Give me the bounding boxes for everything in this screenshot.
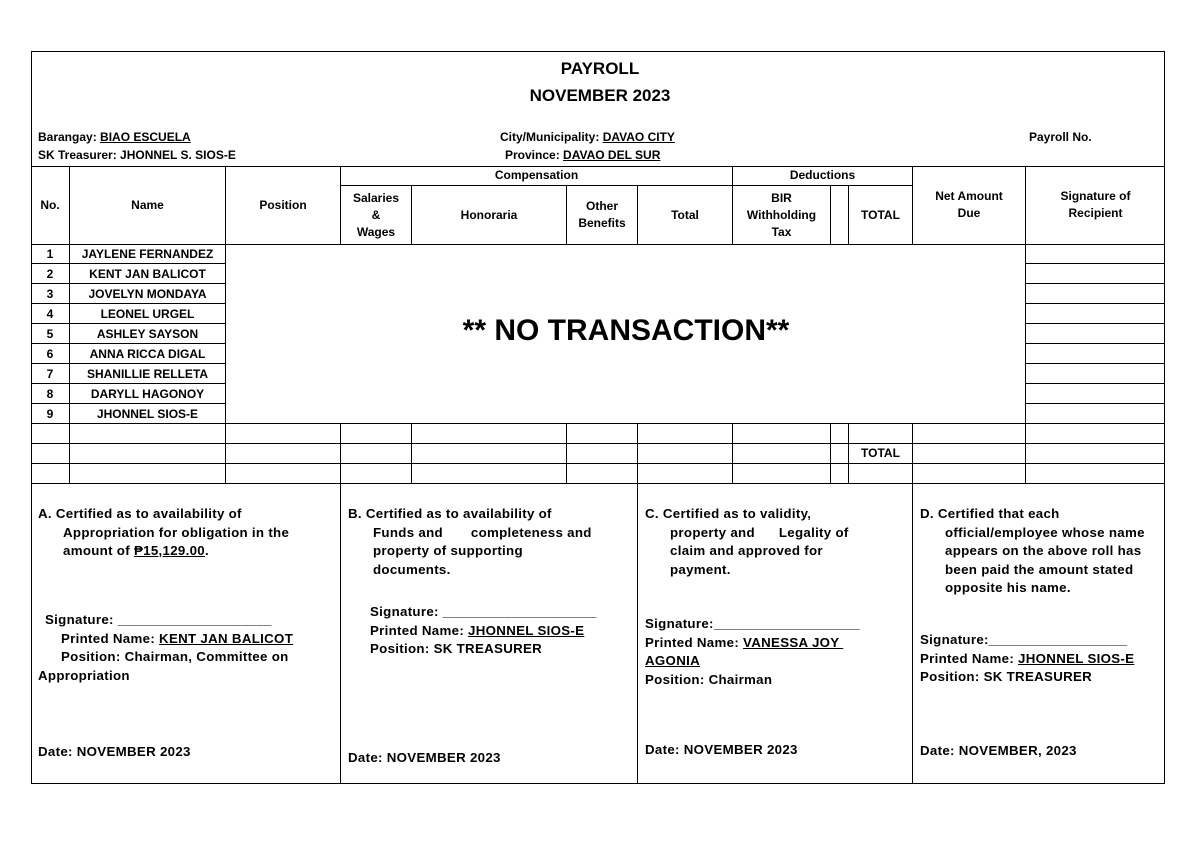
grid-line bbox=[31, 443, 1165, 444]
col-bir-line3: Tax bbox=[771, 224, 792, 239]
cert-a-date: Date: NOVEMBER 2023 bbox=[38, 744, 191, 759]
cert-b-date: Date: NOVEMBER 2023 bbox=[348, 750, 501, 765]
barangay-value: BIAO ESCUELA bbox=[100, 130, 191, 144]
cert-d-date: Date: NOVEMBER, 2023 bbox=[920, 743, 1077, 758]
cert-a-period: . bbox=[205, 543, 209, 558]
row-number: 9 bbox=[46, 407, 54, 421]
employee-name: ASHLEY SAYSON bbox=[96, 327, 199, 341]
grid-line bbox=[340, 423, 341, 784]
employee-name: DARYLL HAGONOY bbox=[90, 387, 205, 401]
barangay-label: Barangay: bbox=[38, 130, 97, 144]
cert-b-printed-name bbox=[348, 622, 633, 641]
col-no-header: No. bbox=[40, 197, 60, 212]
province-label: Province: bbox=[505, 148, 560, 162]
employee-name: KENT JAN BALICOT bbox=[89, 267, 206, 281]
employee-name: JAYLENE FERNANDEZ bbox=[81, 247, 214, 261]
cert-c-printed-name bbox=[645, 634, 910, 653]
row-number: 8 bbox=[46, 387, 54, 401]
cert-a-printed-name bbox=[38, 630, 338, 649]
row-number: 3 bbox=[46, 287, 54, 301]
total-label: TOTAL bbox=[861, 446, 900, 460]
employee-name: JHONNEL SIOS-E bbox=[96, 407, 199, 421]
employee-name: SHANILLIE RELLETA bbox=[86, 367, 209, 381]
treasurer-label: SK Treasurer: bbox=[38, 148, 117, 162]
grid-line bbox=[830, 185, 831, 244]
grid-line bbox=[1025, 403, 1165, 404]
cert-a-position-line2: Appropriation bbox=[38, 667, 130, 683]
deductions-group-header: Deductions bbox=[789, 168, 856, 182]
col-bir-header bbox=[733, 186, 830, 244]
treasurer-value: JHONNEL S. SIOS-E bbox=[120, 148, 236, 162]
cert-a-line3 bbox=[38, 542, 338, 561]
col-bir-line1: BIR bbox=[771, 190, 792, 205]
cert-b-printed-label: Printed Name: bbox=[370, 622, 465, 638]
grid-line bbox=[637, 423, 638, 784]
cert-d-line3: appears on the above roll has bbox=[945, 543, 1142, 558]
cert-c-signature-block bbox=[645, 615, 910, 689]
province-value: DAVAO DEL SUR bbox=[563, 148, 661, 162]
col-other-line2: Benefits bbox=[578, 216, 626, 230]
grid-line bbox=[830, 423, 831, 483]
cert-c-printed-value2: AGONIA bbox=[645, 653, 700, 668]
col-salaries-line1: Salaries bbox=[352, 190, 400, 205]
col-name-header: Name bbox=[131, 197, 164, 212]
col-other-line1: Other bbox=[585, 199, 618, 213]
grid-line bbox=[732, 423, 733, 483]
cert-c bbox=[645, 505, 910, 579]
employee-name: ANNA RICCA DIGAL bbox=[89, 347, 206, 361]
col-other-benefits-header bbox=[567, 186, 637, 244]
col-sig-line1: Signature of bbox=[1060, 189, 1131, 203]
city-label: City/Municipality: bbox=[500, 130, 600, 144]
cert-c-date: Date: NOVEMBER 2023 bbox=[645, 742, 798, 757]
col-net-amount-header bbox=[913, 166, 1025, 244]
grid-line bbox=[31, 483, 1165, 484]
col-net-line1: Net Amount bbox=[935, 189, 1003, 203]
cert-c-printed-value1: VANESSA JOY bbox=[743, 634, 844, 650]
cert-a-position-line1: Position: Chairman, Committee on bbox=[61, 649, 289, 664]
cert-a-signature-block bbox=[38, 611, 338, 685]
grid-line bbox=[1025, 383, 1165, 384]
grid-line bbox=[1025, 363, 1165, 364]
col-bir-line2: Withholding bbox=[746, 207, 817, 222]
grid-line bbox=[566, 423, 567, 483]
cert-c-line3: claim and approved for bbox=[670, 543, 823, 558]
cert-d-line1: D. Certified that each bbox=[920, 506, 1060, 521]
cert-b-line1: B. Certified as to availability of bbox=[348, 506, 552, 521]
cert-a-printed-label: Printed Name: bbox=[61, 630, 156, 646]
row-number: 7 bbox=[46, 367, 54, 381]
col-total-header: Total bbox=[671, 207, 699, 222]
grid-line bbox=[411, 423, 412, 483]
cert-a-line1: A. Certified as to availability of bbox=[38, 506, 242, 521]
col-salaries-line3: Wages bbox=[356, 224, 396, 239]
cert-c-line4: payment. bbox=[670, 561, 731, 577]
cert-b-signature-line: Signature: ____________________ bbox=[370, 604, 597, 619]
cert-a-signature-line: Signature: ____________________ bbox=[45, 612, 272, 627]
cert-a bbox=[38, 505, 338, 561]
city-line bbox=[500, 130, 675, 144]
col-sig-line2: Recipient bbox=[1068, 206, 1123, 220]
row-number: 6 bbox=[46, 347, 54, 361]
city-value: DAVAO CITY bbox=[602, 130, 675, 144]
treasurer-line bbox=[38, 148, 236, 162]
cert-c-position: Position: Chairman bbox=[645, 671, 773, 687]
col-salaries-header bbox=[341, 186, 411, 244]
employee-name: LEONEL URGEL bbox=[100, 307, 195, 321]
row-number: 1 bbox=[46, 247, 54, 261]
barangay-line bbox=[38, 130, 191, 144]
payroll-title: PAYROLL bbox=[560, 59, 640, 78]
cert-b-signature-block bbox=[348, 603, 633, 659]
cert-d-line4: been paid the amount stated bbox=[945, 561, 1134, 577]
col-signature-header bbox=[1026, 166, 1165, 244]
cert-b bbox=[348, 505, 633, 579]
cert-d-printed-value: JHONNEL SIOS-E bbox=[1018, 650, 1135, 666]
cert-d bbox=[920, 505, 1164, 598]
cert-b-position: Position: SK TREASURER bbox=[370, 641, 543, 656]
cert-d-signature-block bbox=[920, 631, 1164, 687]
grid-line bbox=[1025, 343, 1165, 344]
cert-c-printed-label: Printed Name: bbox=[645, 634, 740, 650]
cert-d-line2: official/employee whose name bbox=[945, 524, 1145, 540]
cert-b-line3: property of supporting bbox=[373, 543, 523, 558]
col-deductions-total-header: TOTAL bbox=[861, 207, 900, 222]
cert-b-line2: Funds and completeness and bbox=[373, 524, 592, 540]
grid-line bbox=[1025, 263, 1165, 264]
payroll-period: NOVEMBER 2023 bbox=[529, 86, 671, 105]
row-number: 2 bbox=[46, 267, 54, 281]
cert-d-signature-line: Signature:__________________ bbox=[920, 632, 1128, 647]
col-position-header: Position bbox=[259, 197, 307, 212]
col-net-line2: Due bbox=[957, 206, 981, 220]
cert-d-line5: opposite his name. bbox=[945, 580, 1071, 595]
grid-line bbox=[31, 463, 1165, 464]
cert-a-printed-value: KENT JAN BALICOT bbox=[159, 630, 294, 646]
employee-name: JOVELYN MONDAYA bbox=[88, 287, 207, 301]
province-line bbox=[505, 148, 660, 162]
cert-b-line4: documents. bbox=[373, 561, 451, 577]
col-salaries-line2: & bbox=[371, 207, 381, 222]
row-number: 5 bbox=[46, 327, 54, 341]
cert-c-line2: property and Legality of bbox=[670, 524, 849, 540]
cert-c-signature-line: Signature:___________________ bbox=[645, 616, 860, 631]
col-honoraria-header: Honoraria bbox=[460, 207, 518, 222]
cert-a-line2: Appropriation for obligation in the bbox=[63, 524, 290, 540]
grid-line bbox=[1025, 283, 1165, 284]
no-transaction-banner: ** NO TRANSACTION** bbox=[462, 314, 790, 347]
cert-c-line1: C. Certified as to validity, bbox=[645, 506, 812, 521]
grid-line bbox=[912, 423, 913, 784]
cert-d-printed-name bbox=[920, 650, 1164, 669]
row-number: 4 bbox=[46, 307, 54, 321]
grid-line bbox=[1025, 303, 1165, 304]
cert-d-printed-label: Printed Name: bbox=[920, 650, 1015, 666]
payroll-no-label: Payroll No. bbox=[1029, 130, 1092, 144]
cert-a-amount: ₱15,129.00 bbox=[133, 543, 205, 558]
cert-a-amount-label: amount of bbox=[63, 543, 130, 558]
cert-b-printed-value: JHONNEL SIOS-E bbox=[468, 622, 585, 638]
compensation-group-header: Compensation bbox=[494, 168, 579, 182]
cert-d-position: Position: SK TREASURER bbox=[920, 669, 1093, 684]
grid-line bbox=[1025, 323, 1165, 324]
